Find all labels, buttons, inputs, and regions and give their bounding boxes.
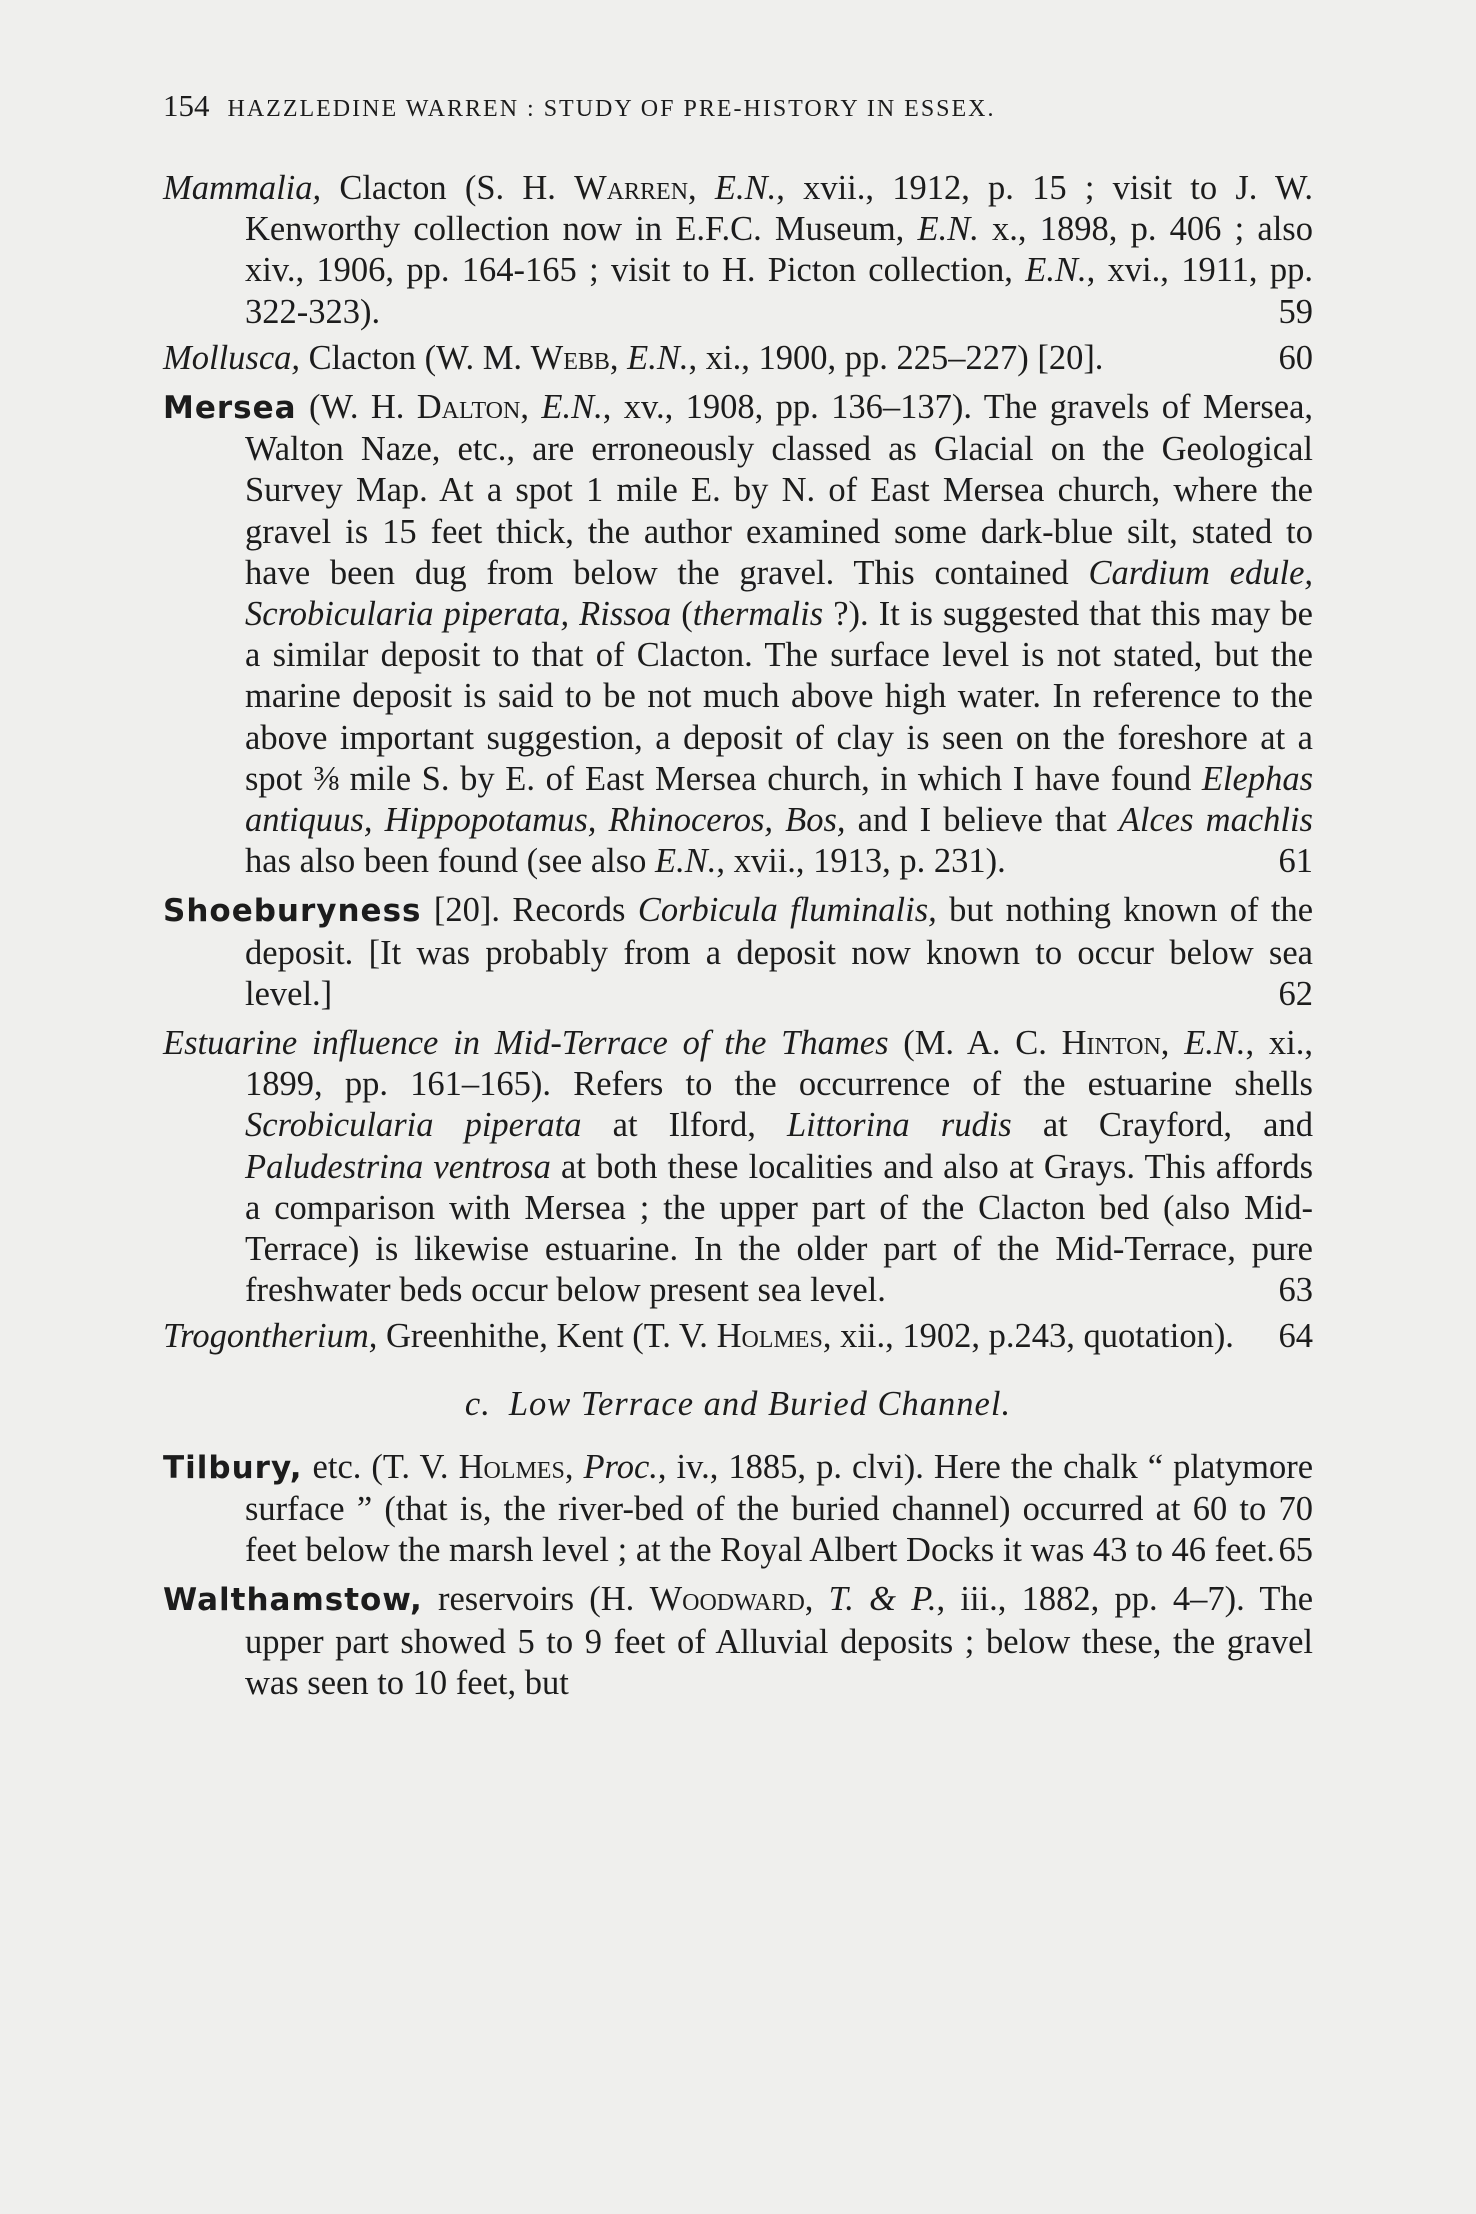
entry-text: Clacton (W. M. [300, 338, 531, 377]
entry-text: ?). It is suggested that this may be a similar deposit to that of Clacton. The surface level is not stated, but the marine deposit is said to be not much above high water. In reference to the above important suggestion, a deposit of clay is seen on the foreshore at a spot ⅜ mile S. by E. of East Mersea church, in which I have found [245, 595, 1313, 798]
entry-head: Mammalia, [163, 169, 322, 207]
entry-text: and I believe that [845, 801, 1119, 840]
entry-text: , iii., 1882, pp. 4–7). The upper part showed 5 to 9 feet of Alluvial deposits ; below these, the gravel was seen to 10 feet, but [245, 1580, 1314, 1702]
entry-text: Clacton (S. H. [321, 169, 575, 207]
entry-text: ( [671, 595, 693, 634]
journal-abbrev: T. & P. [828, 1580, 937, 1619]
entry-text: Greenhithe, Kent (T. V. [377, 1317, 717, 1356]
entry-shoeburyness [163, 890, 1313, 1015]
entry-text: etc. (T. V. [302, 1447, 459, 1486]
author-name: Hinton [1061, 1024, 1161, 1063]
entry-text: , [520, 388, 542, 427]
entry-walthamstow [163, 1579, 1313, 1704]
entry-head: Mollusca, [163, 338, 301, 377]
entry-text: , [564, 1447, 584, 1486]
entry-number: 60 [1278, 338, 1313, 377]
running-title: HAZZLEDINE WARREN : STUDY OF PRE-HISTORY IN ESSEX. [227, 96, 996, 122]
entry-text: , [609, 338, 628, 377]
species-name: Cardium edule, Scrobicularia piperata, Rissoa [245, 553, 1314, 634]
author-name: Dalton [416, 388, 521, 427]
entry-text: [20]. Records [421, 891, 638, 930]
entry-number: 62 [1278, 974, 1313, 1013]
journal-abbrev: E.N. [1184, 1024, 1246, 1063]
entry-text: at Ilford, [581, 1106, 787, 1145]
subheading-letter: c. [464, 1384, 491, 1423]
subheading-title: Low Terrace and Buried Channel. [508, 1384, 1012, 1423]
entry-text: , iv., 1885, p. clvi). Here the chalk “ platymore surface ” (that is, the river-bed of the buried channel) occurred at 60 to 70 feet below the marsh level ; at the Royal Albert Docks it was 43 to 46 feet. [245, 1447, 1314, 1570]
entry-number: 64 [1278, 1317, 1313, 1356]
section-subheading [163, 1384, 1313, 1425]
author-name: Webb [530, 338, 610, 377]
entry-head: Shoeburyness [163, 893, 422, 930]
entry-text: , xi., 1900, pp. 225–227) [20]. [688, 338, 1104, 377]
author-name: Holmes [716, 1317, 823, 1356]
entry-text: has also been found (see also [245, 842, 656, 881]
entry-text: (W. H. [296, 388, 417, 427]
entry-mersea [163, 387, 1313, 882]
running-header [163, 88, 1293, 124]
species-name: Alces machlis [1118, 801, 1313, 840]
species-name: Scrobicularia piperata [245, 1106, 582, 1145]
journal-abbrev: E.N. [917, 210, 979, 249]
entry-mammalia [163, 168, 1313, 333]
entry-text: x., 1898, p. 406 ; also xiv., 1906, pp. 164-165 ; visit to H. Picton collection, [245, 210, 1313, 290]
entry-tilbury [163, 1447, 1313, 1572]
entry-estuarine-influence [163, 1023, 1313, 1311]
journal-abbrev: E.N. [1025, 251, 1087, 290]
entry-text: , [688, 169, 715, 207]
entry-number: 63 [1278, 1271, 1313, 1310]
species-name: Littorina rudis [786, 1106, 1012, 1145]
species-name: thermalis [692, 595, 824, 634]
entry-head: Mersea [163, 390, 297, 427]
author-name: Woodward [649, 1580, 805, 1619]
author-name: Holmes [458, 1447, 565, 1486]
entry-text: , xvii., 1912, p. 15 ; visit to J. W. Kenworthy collection now in E.F.C. Museum, [245, 169, 1313, 249]
journal-abbrev: E.N. [541, 388, 603, 427]
entry-text: , [1160, 1024, 1185, 1063]
entry-text: , xvii., 1913, p. 231). [716, 842, 1006, 881]
entry-trogontherium [163, 1316, 1313, 1357]
entry-text: , [804, 1580, 829, 1619]
journal-abbrev: E.N. [655, 842, 717, 881]
entry-text: , xi., 1899, pp. 161–165). Refers to the occurrence of the estuarine shells [245, 1024, 1314, 1104]
entry-text: , xvi., 1911, pp. 322-323). [245, 251, 1313, 331]
species-name: Paludestrina ventrosa [245, 1147, 551, 1186]
species-name: Elephas antiquus, Hippopotamus, Rhinoceros, Bos, [245, 759, 1313, 840]
entry-text: at Crayford, and [1011, 1106, 1313, 1145]
page-number: 154 [163, 88, 210, 123]
entry-mollusca [163, 338, 1313, 379]
species-name: Corbicula fluminalis, [637, 891, 937, 930]
entry-text: reservoirs (H. [422, 1580, 650, 1619]
author-name: Warren [574, 169, 689, 207]
journal-abbrev: E.N. [627, 338, 689, 377]
entry-number: 59 [1278, 292, 1313, 331]
entry-text: , xv., 1908, pp. 136–137). The gravels of Mersea, Walton Naze, etc., are erroneously classed as Glacial on the Geological Survey Map. At a spot 1 mile E. by N. of East Mersea church, where the gravel is 15 feet thick, the author examined some dark-blue silt, stated to have been dug from below the gravel. This contained [245, 388, 1314, 592]
entry-number: 65 [1278, 1531, 1313, 1570]
page-body [163, 168, 1313, 1704]
entry-head: Estuarine influence in Mid-Terrace of the Thames [163, 1024, 889, 1063]
journal-abbrev: Proc. [583, 1447, 658, 1486]
entry-text: at both these localities and also at Grays. This affords a comparison with Mersea ; the upper part of the Clacton bed (also Mid-Terrace) is likewise estuarine. In the older part of the Mid-Terrace, pure freshwater beds occur below present sea level. [245, 1147, 1313, 1310]
journal-abbrev: E.N. [714, 169, 777, 207]
entry-text: but nothing known of the deposit. [It was probably from a deposit now known to occur below sea level.] [245, 891, 1314, 1013]
entry-head: Walthamstow, [163, 1582, 423, 1619]
entry-number: 61 [1278, 842, 1313, 881]
entry-head: Trogontherium, [163, 1317, 378, 1356]
entry-head: Tilbury, [163, 1449, 303, 1486]
entry-text: (M. A. C. [888, 1024, 1062, 1063]
entry-text: , xii., 1902, p.243, quotation). [822, 1317, 1234, 1356]
